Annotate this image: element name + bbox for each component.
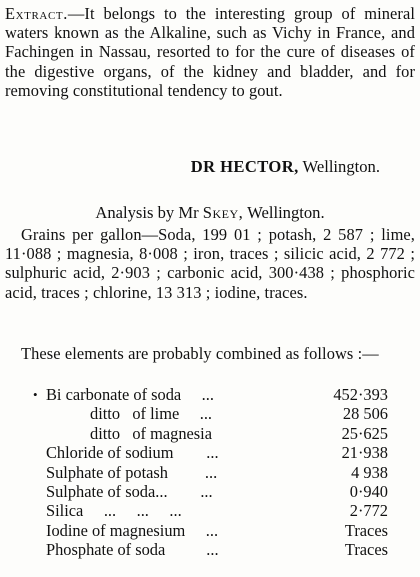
row-label: Sulphate of potash ... [46,462,218,482]
row-label: Chloride of sodium ... [46,443,219,463]
table-row [0,482,420,501]
row-value: 21·938 [341,443,388,463]
extract-paragraph [5,4,415,100]
grains-paragraph: Grains per gallon—Soda, 199 01 ; potash, 2 587 ; lime, 11·088 ; magnesia, 8·008 ; iron, traces ; silicic acid, 2 772 ; sulphuric acid, 2·903 ; carbonic acid, 300·438 ; phosphoric acid, traces ; chlorine, 13 313 ; iodine, traces. [5,225,415,302]
row-label: ditto of lime ... [90,404,213,424]
table-row [0,424,420,443]
signature-name: DR HECTOR, [190,157,299,176]
extract-lead: Extract. [5,4,68,23]
signature-place: Wellington. [302,157,380,176]
extract-text: —It belongs to the interesting group of mineral waters known as the Alkaline, such as Vichy in France, and Fachingen in Nassau, resorted to for the cure of diseases of the digestive organs, of the kidney and bladder, and for removing constitutional tendency to gout. [5,4,415,100]
row-value: 452·393 [333,385,388,404]
analysis-heading-prefix: Analysis by Mr [95,203,199,222]
table-row [0,540,420,559]
table-row [0,463,420,482]
signature-line [0,157,380,176]
row-value: Traces [344,520,388,540]
row-label: Phosphate of soda ... [46,540,219,560]
row-value: Traces [344,540,388,560]
analysis-heading-name: Skey, [202,203,244,222]
row-label: ditto of magnesia [90,423,212,443]
table-row [0,385,420,404]
composition-table [0,385,420,560]
row-label: Bi carbonate of soda ... [46,385,214,404]
row-value: 25·625 [341,423,388,443]
table-row [0,521,420,540]
row-value: 28 506 [342,404,388,424]
analysis-heading-suffix: Wellington. [247,203,325,222]
bullet-mark: • [33,387,38,402]
table-row [0,443,420,462]
row-value: 4 938 [351,462,388,482]
row-value: 0·940 [349,481,388,501]
row-value: 2·772 [349,501,388,521]
table-row [0,404,420,423]
table-row [0,501,420,520]
combined-intro: These elements are probably combined as follows :— [21,344,379,363]
row-label: Silica ... ... ... [46,501,182,521]
analysis-heading [0,203,420,222]
row-label: Iodine of magnesium ... [46,520,219,540]
row-label: Sulphate of soda... ... [46,481,213,501]
